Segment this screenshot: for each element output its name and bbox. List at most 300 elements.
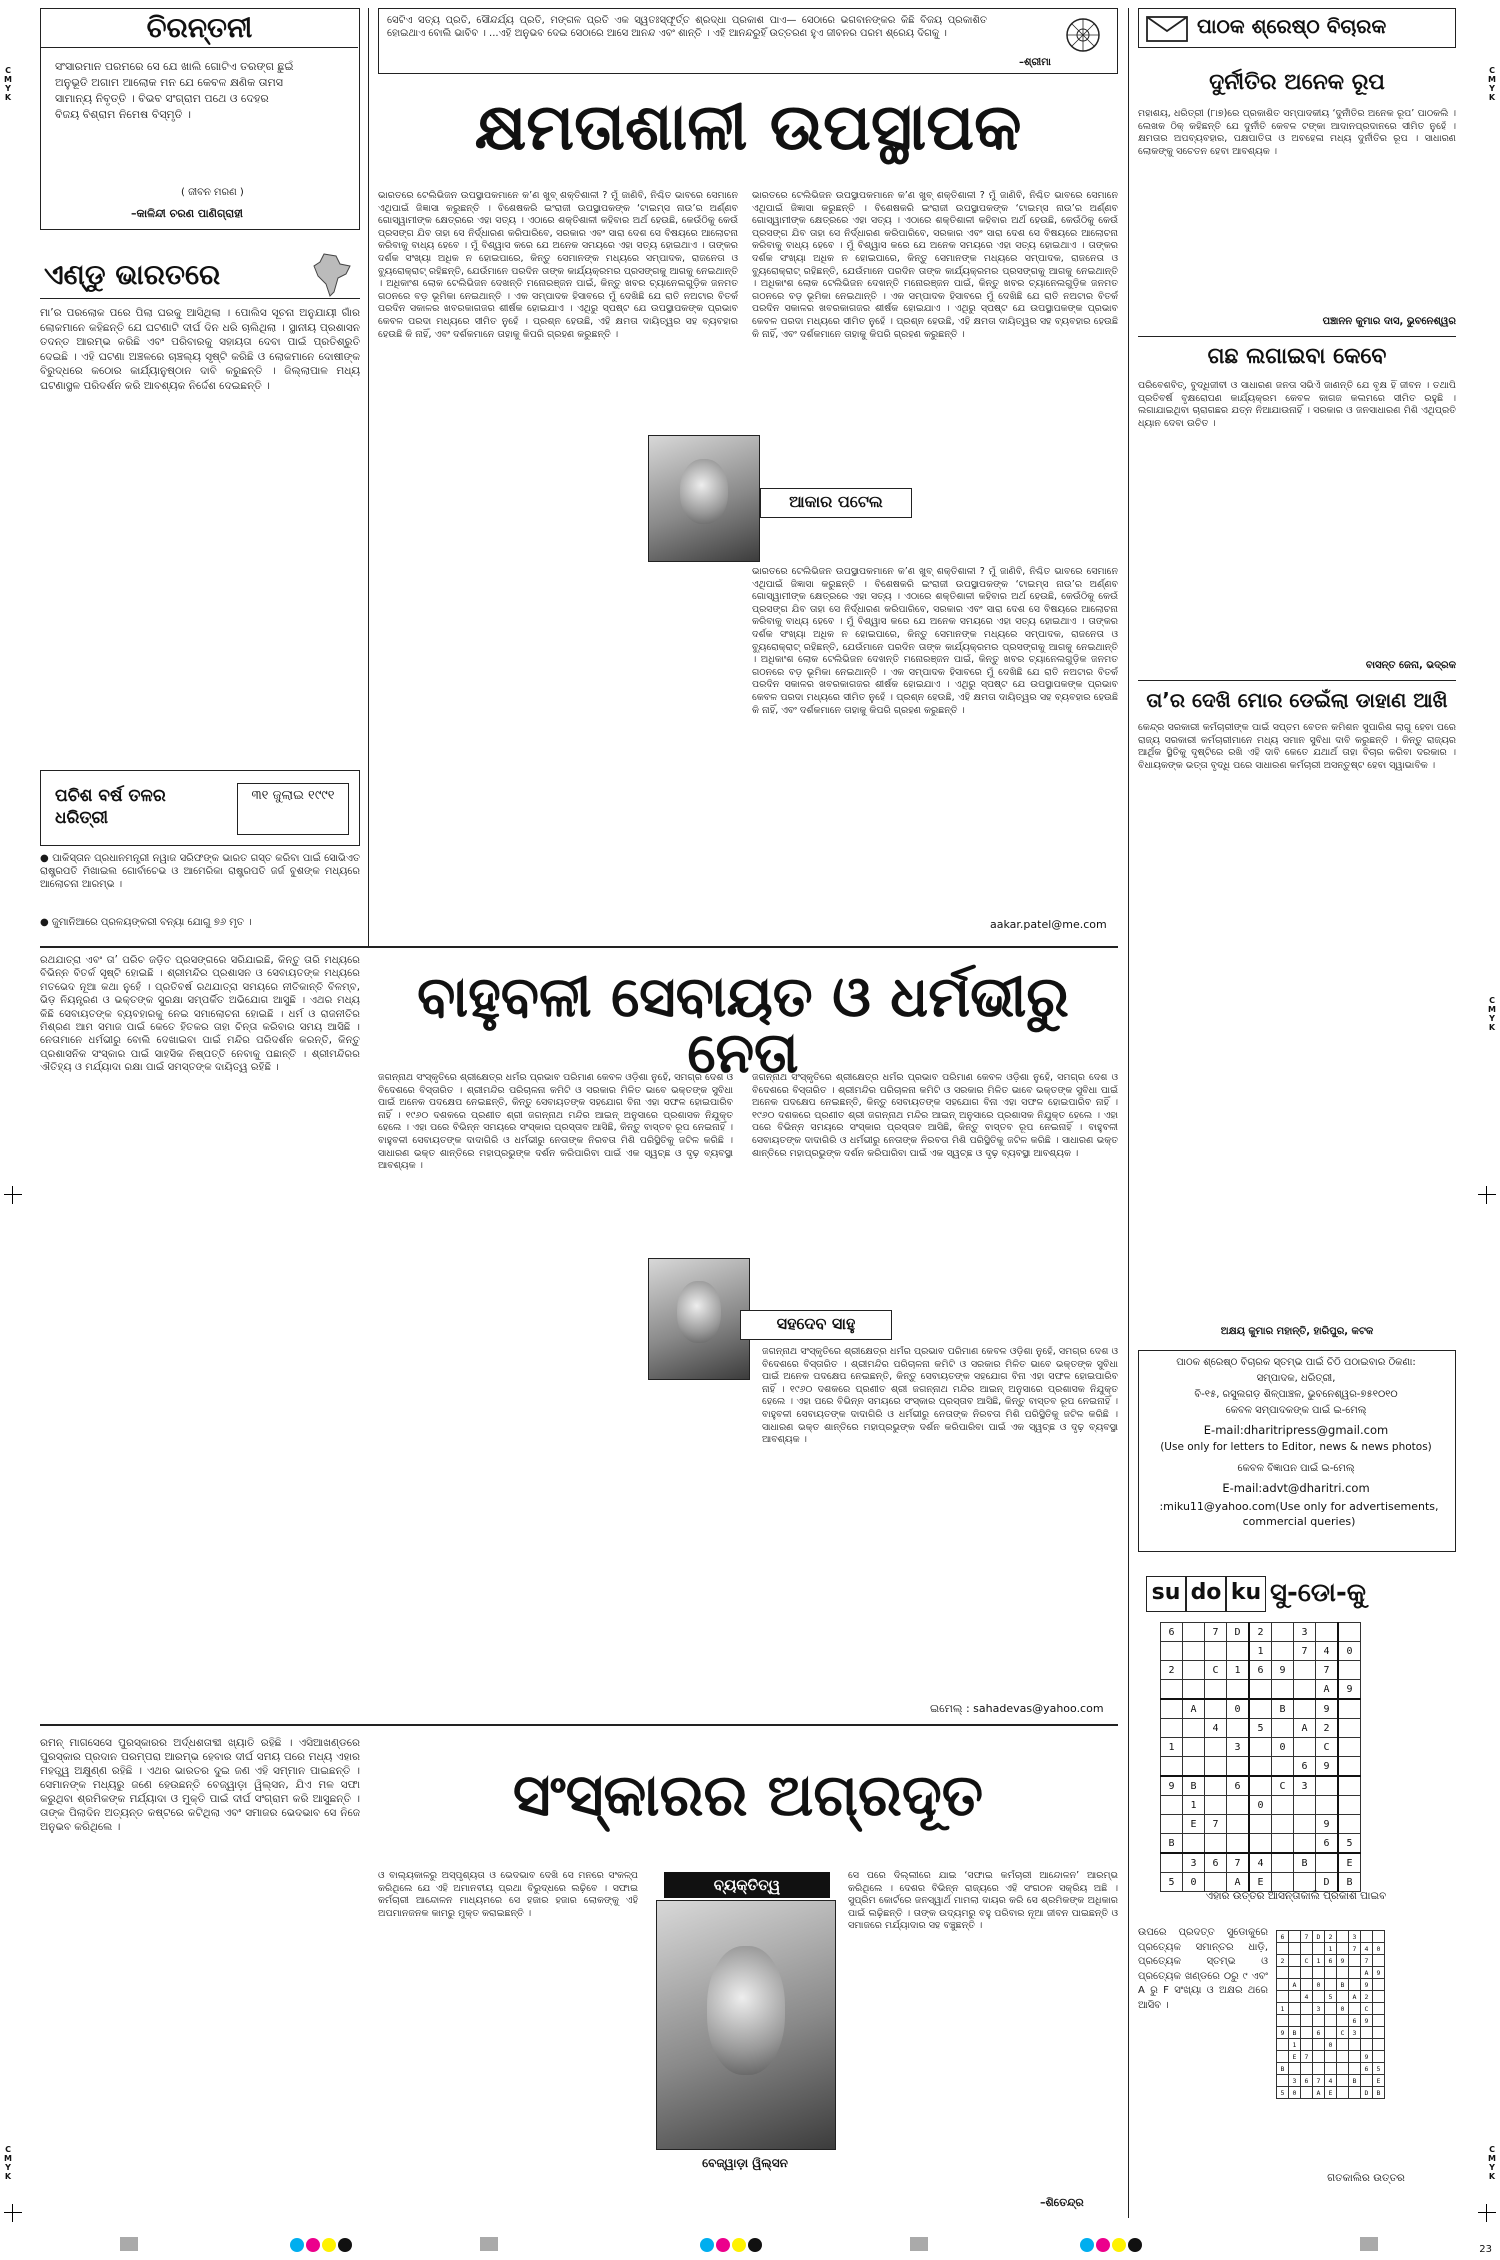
sudoku-cell: D — [1316, 1873, 1339, 1892]
sudoku-answer-cell — [1289, 2015, 1301, 2027]
sudoku-answer-cell: 9 — [1337, 1955, 1349, 1967]
sudoku-answer-cell — [1337, 1991, 1349, 2003]
sudoku-cell — [1183, 1834, 1205, 1854]
sudoku-cell — [1205, 1796, 1227, 1815]
sudoku-answer-cell — [1349, 2039, 1361, 2051]
sudoku-cell — [1183, 1757, 1205, 1777]
india-map-icon — [310, 252, 354, 298]
sudoku-answer-cell: 6 — [1361, 2063, 1373, 2075]
middle-right-body-col2: ଜଗନ୍ନାଥ ସଂସ୍କୃତିରେ ଶ୍ରୀକ୍ଷେତ୍ର ଧର୍ମର ପ୍ରଭାବ ପରିମାଣ କେବଳ ଓଡ଼ିଶା ନୁହେଁ, ସମଗ୍ର ଦେଶ ଓ ବିଦେଶରେ ବିସ୍ତାରିତ । ଶ୍ରୀମନ୍ଦିର ପରିଚାଳନା କମିଟି ଓ ସରକାର ମିଳିତ ଭାବେ ଭକ୍ତଙ୍କ ସୁବିଧା ପାଇଁ ଅନେକ ପଦକ୍ଷେପ ନେଇଛନ୍ତି, କିନ୍ତୁ ସେବାୟତଙ୍କ ସହଯୋଗ ବିନା ଏହା ସଫଳ ହୋଇପାରିବ ନାହିଁ । ୧୯୬୦ ଦଶକରେ ପ୍ରଣୀତ ଶ୍ରୀ ଜଗନ୍ନାଥ ମନ୍ଦିର ଆଇନ୍ ଅନୁସାରେ ପ୍ରଶାସକ ନିଯୁକ୍ତ ହେଲେ । ଏହା ପରେ ବିଭିନ୍ନ ସମୟରେ ସଂସ୍କାର ପ୍ରସ୍ତାବ ଆସିଛି, କିନ୍ତୁ ବାସ୍ତବ ରୂପ ନେଇନାହିଁ । ବାହୁବଳୀ ସେବାୟତଙ୍କ ଦାଦାଗିରି ଓ ଧର୍ମଭୀରୁ ନେତାଙ୍କ ନିରବତା ମିଶି ପରିସ୍ଥିତିକୁ ଜଟିଳ କରିଛି । ସାଧାରଣ ଭକ୍ତ ଶାନ୍ତିରେ ମହାପ୍ରଭୁଙ୍କ ଦର୍ଶନ କରିପାରିବା ପାଇଁ ଏକ ସ୍ୱଚ୍ଛ ଓ ଦୃଢ଼ ବ୍ୟବସ୍ଥା ଆବଶ୍ୟକ । — [752, 1072, 1118, 1159]
sudoku-rules: ଉପରେ ପ୍ରଦତ୍ତ ସୁଡୋକୁରେ ପ୍ରତ୍ୟେକ ସମାନ୍ତର ଧାଡ଼ି, ପ୍ରତ୍ୟେକ ସ୍ତମ୍ଭ ଓ ପ୍ରତ୍ୟେକ ଖଣ୍ଡରେ ୦ରୁ ୯ ଏବଂ A ରୁ F ସଂଖ୍ୟା ଓ ଅକ୍ଷର ଥରେ ଆସିବ । — [1138, 1927, 1268, 2011]
sudoku-cell: 9 — [1338, 1680, 1361, 1700]
bottom-left-body: ରମନ୍ ମାଗସେସେ ପୁରସ୍କାରର ଅର୍ଦ୍ଧଶତାବ୍ଦୀ ଖ୍ୟାତି ରହିଛି । ଏସିଆଖଣ୍ଡରେ ପୁରସ୍କାର ପ୍ରଦାନ ପରମ୍ପରା ଆରମ୍ଭ ହେବାର ଦୀର୍ଘ ସମୟ ପରେ ମଧ୍ୟ ଏହାର ମହତ୍ତ୍ୱ ଅକ୍ଷୁଣ୍ଣ ରହିଛି । ଏଥର ଭାରତର ଦୁଇ ଜଣ ଏହି ସମ୍ମାନ ପାଇଛନ୍ତି । ସେମାନଙ୍କ ମଧ୍ୟରୁ ଜଣେ ହେଉଛନ୍ତି ବେଜ୍‌ୱାଡ଼ା ୱିଲ୍‌ସନ, ଯିଏ ମଳ ସଫା କରୁଥିବା ଶ୍ରମିକଙ୍କ ମର୍ଯ୍ୟାଦା ଓ ମୁକ୍ତି ପାଇଁ ଦୀର୍ଘ ସଂଗ୍ରାମ କରି ଆସୁଛନ୍ତି । ତାଙ୍କ ପିଲାଦିନ ଅତ୍ୟନ୍ତ କଷ୍ଟରେ କଟିଥିଲା ଏବଂ ସମାଜର ଭେଦଭାବ ସେ ନିଜେ ଅନୁଭବ କରିଥିଲେ । — [40, 1737, 360, 1833]
sudoku-title-ku: ku — [1226, 1576, 1266, 1612]
sudoku-answer-cell — [1349, 1955, 1361, 1967]
sudoku-cell: E — [1183, 1815, 1205, 1834]
sudoku-answer-cell: C — [1361, 2003, 1373, 2015]
sudoku-cell: 4 — [1249, 1853, 1272, 1873]
sudoku-answer-cell — [1289, 1967, 1301, 1979]
editorial-author-caption: ଆକାର ପଟେଲ — [760, 488, 912, 518]
flashback-date: ୩୧ ଜୁଲାଇ ୧୯୯୧ — [237, 783, 349, 835]
divider — [40, 1724, 1118, 1726]
middle-author-caption: ସହଦେବ ସାହୁ — [740, 1310, 892, 1340]
sudoku-answer-cell — [1313, 2015, 1325, 2027]
bottom-headline: ସଂସ୍କାରର ଅଗ୍ରଦୂତ — [512, 1761, 984, 1829]
divider — [1128, 8, 1129, 2218]
sudoku-answer-cell — [1349, 2051, 1361, 2063]
sudoku-answer-cell: 1 — [1325, 1943, 1337, 1955]
sudoku-answer-cell — [1361, 2075, 1373, 2087]
sudoku-answer-cell — [1313, 2063, 1325, 2075]
sudoku-cell: 0 — [1227, 1699, 1250, 1719]
reader-column-title: ପାଠକ ଶ୍ରେଷ୍ଠ ବିଚାରକ — [1197, 14, 1387, 38]
sudoku-answer-cell: A — [1289, 1979, 1301, 1991]
sudoku-cell: 4 — [1316, 1642, 1339, 1661]
chirantani-poem: ସଂସାରମାନ ପରମରେ ସେ ଯେ ଖାଲି ଗୋଟିଏ ତରଙ୍ଗ ଛୁଇଁ ଅନୁଭୂତି ଅଗାମ ଆଲୋକ ମନ ଯେ କେବଳ କ୍ଷଣିକ ତାମସ ସାମାନ୍ୟ ନିବୃତ୍ତି । ବିଭବ ସଂଗ୍ରାମ ପଥେ ଓ ଦେହର ବିଜୟ ବିଶ୍ରାମ ନିମେଷ ବିସ୍ମୃତି । — [55, 60, 294, 121]
sudoku-answer-cell: A — [1361, 1967, 1373, 1979]
chirantani-box — [40, 8, 360, 230]
sudoku-cell — [1161, 1815, 1183, 1834]
sudoku-cell — [1272, 1757, 1294, 1777]
sudoku-answer-cell — [1301, 2003, 1313, 2015]
sudoku-answer-cell — [1289, 2003, 1301, 2015]
sudoku-answer-cell — [1373, 1991, 1385, 2003]
letter-3-headline: ତା’ର ଦେଖି ମୋର ଡେଇଁଲା ଡାହାଣ ଆଖି — [1146, 688, 1448, 712]
sudoku-answer-cell — [1277, 2039, 1289, 2051]
sudoku-answer-note: ଏହାର ଉତ୍ତର ଆସନ୍ତାକାଲି ପ୍ରକାଶ ପାଇବ — [1205, 1890, 1387, 1902]
sudoku-answer-cell — [1337, 1931, 1349, 1943]
sudoku-cell: 7 — [1205, 1815, 1227, 1834]
sudoku-answer-cell: 9 — [1361, 2051, 1373, 2063]
flashback-item-2: ● ଜୁମାନିଆରେ ପ୍ରଳୟଙ୍କରୀ ବନ୍ୟା ଯୋଗୁ ୭୬ ମୃତ । — [40, 917, 252, 928]
sudoku-answer-cell — [1349, 2087, 1361, 2099]
crop-mark — [1478, 2204, 1496, 2222]
sudoku-answer-cell: D — [1361, 2087, 1373, 2099]
sudoku-answer-cell — [1325, 2003, 1337, 2015]
sudoku-cell — [1227, 1680, 1250, 1700]
sudoku-cell — [1316, 1853, 1339, 1873]
bottom-right-body: ସେ ପରେ ଦିଲ୍ଲୀରେ ଯାଇ ‘ସଫାଇ କର୍ମଚାରୀ ଆନ୍ଦୋଳନ’ ଆରମ୍ଭ କରିଥିଲେ । ଦେଶର ବିଭିନ୍ନ ରାଜ୍ୟରେ ଏହି ସଂଗଠନ ସକ୍ରିୟ ଅଛି । ସୁପ୍ରିମ କୋର୍ଟରେ ଜନସ୍ୱାର୍ଥ ମାମଲା ଦାୟର କରି ସେ ଶ୍ରମିକଙ୍କ ଅଧିକାର ପାଇଁ ଲଢ଼ିଛନ୍ତି । ତାଙ୍କ ଉଦ୍ୟମରୁ ବହୁ ପରିବାର ନୂଆ ଜୀବନ ପାଇଛନ୍ତି ଓ ସମାଜରେ ମର୍ଯ୍ୟାଦାର ସହ ବଞ୍ଚୁଛନ୍ତି । — [848, 1870, 1118, 1932]
sudoku-cell — [1249, 1815, 1272, 1834]
sudoku-cell: 7 — [1205, 1623, 1227, 1642]
sudoku-answer-cell — [1289, 1931, 1301, 1943]
sudoku-cell — [1338, 1796, 1361, 1815]
sudoku-answer-cell: 9 — [1361, 2015, 1373, 2027]
sudoku-cell — [1183, 1661, 1205, 1680]
sudoku-cell: 2 — [1161, 1661, 1183, 1680]
sudoku-answer-cell — [1325, 2051, 1337, 2063]
sudoku-grid — [1160, 1622, 1361, 1892]
sudoku-cell — [1227, 1834, 1250, 1854]
sudoku-answer-cell: 0 — [1313, 1979, 1325, 1991]
sudoku-answer-cell — [1313, 2051, 1325, 2063]
chirantani-author: –କାଳିନ୍ଦୀ ଚରଣ ପାଣିଗ୍ରାହୀ — [131, 207, 243, 220]
sudoku-cell — [1294, 1738, 1316, 1757]
sudoku-cell — [1183, 1738, 1205, 1757]
sudoku-title-do: do — [1186, 1576, 1226, 1612]
sudoku-answer-cell: 2 — [1325, 1931, 1337, 1943]
sudoku-cell — [1272, 1719, 1294, 1738]
sudoku-title-su: su — [1146, 1576, 1186, 1612]
sudoku-cell — [1294, 1699, 1316, 1719]
sudoku-cell: 9 — [1316, 1815, 1339, 1834]
quote-box — [378, 8, 1118, 74]
sudoku-answer-cell — [1277, 2015, 1289, 2027]
sudoku-cell — [1294, 1815, 1316, 1834]
flashback-item-1: ● ପାକିସ୍ତାନ ପ୍ରଧାନମନ୍ତ୍ରୀ ନୱାଜ ସରିଫଙ୍କ ଭାରତ ଗସ୍ତ କରିବା ପାଇଁ ସୋଭିଏତ ରାଷ୍ଟ୍ରପତି ମିଖାଇଲ ଗୋର୍ବାଚେଭ ଓ ଆମେରିକା ରାଷ୍ଟ୍ରପତି ଜର୍ଜ ବୁଶଙ୍କ ମଧ୍ୟରେ ଆଲୋଚନା ଆରମ୍ଭ । — [40, 853, 360, 890]
adv-label: କେବଳ ବିଜ୍ଞାପନ ପାଇଁ ଇ-ମେଲ୍ — [1237, 1463, 1355, 1474]
sudoku-answer-cell — [1325, 2027, 1337, 2039]
personality-caption: ବେଜ୍‌ୱାଡ଼ା ୱିଲ୍‌ସନ — [702, 2156, 788, 2170]
sudoku-answer-cell: A — [1349, 1991, 1361, 2003]
sudoku-answer-cell: 6 — [1349, 2015, 1361, 2027]
sudoku-cell — [1294, 1796, 1316, 1815]
crop-mark — [1478, 1186, 1496, 1204]
sudoku-cell — [1249, 1738, 1272, 1757]
sudoku-cell: 6 — [1227, 1776, 1250, 1796]
sudoku-answer-cell — [1373, 1931, 1385, 1943]
envelope-icon — [1145, 13, 1189, 43]
sudoku-answer-cell — [1301, 2039, 1313, 2051]
sudoku-cell — [1205, 1776, 1227, 1796]
sudoku-answer-cell: B — [1349, 2075, 1361, 2087]
sudoku-answer-cell — [1277, 2051, 1289, 2063]
letter-1-body: ମହାଶୟ, ଧରିତ୍ରୀ (୮ା୭)ରେ ପ୍ରକାଶିତ ସମ୍ପାଦକୀୟ ‘ଦୁର୍ନୀତିର ଅନେକ ରୂପ’ ପାଠକଲି । ଲେଖକ ଠିକ୍ କହିଛନ୍ତି ଯେ ଦୁର୍ନୀତି କେବଳ ଟଙ୍କା ଆଦାନପ୍ରଦାନରେ ସୀମିତ ନୁହେଁ । କ୍ଷମତାର ଅପବ୍ୟବହାର, ପକ୍ଷପାତିତା ଓ ଅବହେଳା ମଧ୍ୟ ଦୁର୍ନୀତିର ରୂପ । ସାଧାରଣ ଲୋକଙ୍କୁ ସଚେତନ ହେବା ଆବଶ୍ୟକ । — [1138, 108, 1456, 157]
sudoku-cell — [1205, 1642, 1227, 1661]
sudoku-answer-cell: D — [1313, 1931, 1325, 1943]
sudoku-answer-cell — [1301, 1967, 1313, 1979]
flashback-box — [40, 770, 360, 846]
sudoku-cell — [1272, 1796, 1294, 1815]
sudoku-cell — [1227, 1719, 1250, 1738]
letter-1-signature: ପଞ୍ଚାନନ କୁମାର ଦାସ, ଭୁବନେଶ୍ୱର — [1322, 316, 1456, 327]
sudoku-answer-cell — [1373, 2051, 1385, 2063]
bottom-mid-body: ଓ ବାଲ୍ୟକାଳରୁ ଅସ୍ପୃଶ୍ୟତା ଓ ଭେଦଭାବ ଦେଖି ସେ ମନରେ ସଂକଳ୍ପ କରିଥିଲେ ଯେ ଏହି ଅମାନବୀୟ ପ୍ରଥା ବିରୁଦ୍ଧରେ ଲଢ଼ିବେ । ସଫାଇ କର୍ମଚାରୀ ଆନ୍ଦୋଳନ ମାଧ୍ୟମରେ ସେ ହଜାର ହଜାର ଲୋକଙ୍କୁ ଏହି ଅପମାନଜନକ କାମରୁ ମୁକ୍ତ କରାଇଛନ୍ତି । — [378, 1870, 638, 1919]
bharat-section-title: ଏଣ୍ଡୁ ଭାରତରେ — [44, 258, 221, 291]
contact-line-4: କେବଳ ସମ୍ପାଦକଙ୍କ ପାଇଁ ଇ-ମେଲ୍ — [1225, 1405, 1367, 1416]
sudoku-answer-cell — [1373, 2015, 1385, 2027]
sudoku-cell: 6 — [1249, 1661, 1272, 1680]
sudoku-cell — [1294, 1680, 1316, 1700]
sudoku-answer-cell: 7 — [1313, 2075, 1325, 2087]
sudoku-answer-cell: C — [1337, 2027, 1349, 2039]
sudoku-cell — [1205, 1873, 1227, 1892]
sudoku-cell — [1161, 1853, 1183, 1873]
sudoku-answer-cell — [1301, 2063, 1313, 2075]
sudoku-answer-cell: 0 — [1337, 2003, 1349, 2015]
sudoku-cell: A — [1316, 1680, 1339, 1700]
sudoku-cell: D — [1227, 1623, 1250, 1642]
crop-mark — [4, 2204, 22, 2222]
sudoku-answer-cell — [1289, 1955, 1301, 1967]
sudoku-cell: 7 — [1227, 1853, 1250, 1873]
sudoku-cell — [1316, 1776, 1339, 1796]
cmyk-registration-top-right: C M Y K — [1488, 66, 1496, 102]
sudoku-cell — [1338, 1661, 1361, 1680]
sudoku-answer-grid — [1276, 1930, 1385, 2099]
sudoku-answer-cell — [1277, 1979, 1289, 1991]
sudoku-answer-cell — [1301, 2087, 1313, 2099]
contact-line-1: ପାଠକ ଶ୍ରେଷ୍ଠ ବିଚାରକ ସ୍ତମ୍ଭ ପାଇଁ ଚିଠି ପଠାଇବାର ଠିକଣା: — [1176, 1357, 1416, 1368]
sudoku-answer-cell — [1301, 2027, 1313, 2039]
sudoku-answer-cell: 1 — [1313, 1955, 1325, 1967]
sudoku-cell: 5 — [1161, 1873, 1183, 1892]
divider — [1138, 336, 1456, 337]
divider — [368, 8, 369, 946]
sudoku-cell — [1205, 1834, 1227, 1854]
sudoku-answer-cell: A — [1313, 2087, 1325, 2099]
letter-3-body: କେନ୍ଦ୍ର ସରକାରୀ କର୍ମଚାରୀଙ୍କ ପାଇଁ ସପ୍ତମ ବେତନ କମିଶନ ସୁପାରିଶ ଲାଗୁ ହେବା ପରେ ରାଜ୍ୟ ସରକାରୀ କର୍ମଚାରୀମାନେ ମଧ୍ୟ ସମାନ ସୁବିଧା ଦାବି କରୁଛନ୍ତି । କିନ୍ତୁ ରାଜ୍ୟର ଆର୍ଥିକ ସ୍ଥିତିକୁ ଦୃଷ୍ଟିରେ ରଖି ଏହି ଦାବି କେତେ ଯଥାର୍ଥ ତାହା ବିଚାର କରିବା ଦରକାର । ବିଧାୟକଙ୍କ ଭତ୍ତା ବୃଦ୍ଧି ପରେ ସାଧାରଣ କର୍ମଚାରୀ ଅସନ୍ତୁଷ୍ଟ ହେବା ସ୍ୱାଭାବିକ । — [1138, 722, 1456, 771]
sudoku-cell: 5 — [1249, 1719, 1272, 1738]
editor-email-note: (Use only for letters to Editor, news & news photos) — [1160, 1441, 1432, 1453]
sudoku-answer-cell — [1373, 1955, 1385, 1967]
sudoku-answer-cell — [1337, 2039, 1349, 2051]
sudoku-cell: E — [1338, 1853, 1361, 1873]
sudoku-answer-cell: 5 — [1373, 2063, 1385, 2075]
sudoku-answer-cell: E — [1289, 2051, 1301, 2063]
sudoku-cell: 5 — [1338, 1834, 1361, 1854]
sudoku-cell: B — [1272, 1699, 1294, 1719]
sudoku-cell: C — [1316, 1738, 1339, 1757]
sudoku-cell — [1272, 1834, 1294, 1854]
sudoku-answer-cell — [1301, 1979, 1313, 1991]
chirantani-source: ( ଜୀବନ ମରଣ ) — [181, 187, 244, 198]
sudoku-cell: 3 — [1227, 1738, 1250, 1757]
editor-email-link[interactable]: E-mail:dharitripress@gmail.com — [1203, 1423, 1389, 1437]
sudoku-cell: 3 — [1294, 1623, 1316, 1642]
sudoku-cell — [1249, 1757, 1272, 1777]
sudoku-answer-cell: B — [1289, 2027, 1301, 2039]
sudoku-answer-cell: 6 — [1313, 2027, 1325, 2039]
sudoku-answer-cell — [1289, 2063, 1301, 2075]
sudoku-answer-cell — [1337, 1943, 1349, 1955]
sudoku-cell: 1 — [1161, 1738, 1183, 1757]
sudoku-cell — [1161, 1719, 1183, 1738]
color-bar — [120, 2237, 1420, 2253]
sudoku-answer-cell — [1325, 2015, 1337, 2027]
middle-email: ଇମେଲ୍ : sahadevas@yahoo.com — [930, 1702, 1104, 1715]
sudoku-cell — [1249, 1776, 1272, 1796]
sudoku-answer-cell: 2 — [1361, 1991, 1373, 2003]
sudoku-answer-cell: 9 — [1373, 1967, 1385, 1979]
sudoku-cell: 7 — [1294, 1642, 1316, 1661]
sudoku-cell — [1338, 1738, 1361, 1757]
sudoku-cell: B — [1294, 1853, 1316, 1873]
middle-right-body-col1: ଜଗନ୍ନାଥ ସଂସ୍କୃତିରେ ଶ୍ରୀକ୍ଷେତ୍ର ଧର୍ମର ପ୍ରଭାବ ପରିମାଣ କେବଳ ଓଡ଼ିଶା ନୁହେଁ, ସମଗ୍ର ଦେଶ ଓ ବିଦେଶରେ ବିସ୍ତାରିତ । ଶ୍ରୀମନ୍ଦିର ପରିଚାଳନା କମିଟି ଓ ସରକାର ମିଳିତ ଭାବେ ଭକ୍ତଙ୍କ ସୁବିଧା ପାଇଁ ଅନେକ ପଦକ୍ଷେପ ନେଇଛନ୍ତି, କିନ୍ତୁ ସେବାୟତଙ୍କ ସହଯୋଗ ବିନା ଏହା ସଫଳ ହୋଇପାରିବ ନାହିଁ । ୧୯୬୦ ଦଶକରେ ପ୍ରଣୀତ ଶ୍ରୀ ଜଗନ୍ନାଥ ମନ୍ଦିର ଆଇନ୍ ଅନୁସାରେ ପ୍ରଶାସକ ନିଯୁକ୍ତ ହେଲେ । ଏହା ପରେ ବିଭିନ୍ନ ସମୟରେ ସଂସ୍କାର ପ୍ରସ୍ତାବ ଆସିଛି, କିନ୍ତୁ ବାସ୍ତବ ରୂପ ନେଇନାହିଁ । ବାହୁବଳୀ ସେବାୟତଙ୍କ ଦାଦାଗିରି ଓ ଧର୍ମଭୀରୁ ନେତାଙ୍କ ନିରବତା ମିଶି ପରିସ୍ଥିତିକୁ ଜଟିଳ କରିଛି । ସାଧାରଣ ଭକ୍ତ ଶାନ୍ତିରେ ମହାପ୍ରଭୁଙ୍କ ଦର୍ଶନ କରିପାରିବା ପାଇଁ ଏକ ସ୍ୱଚ୍ଛ ଓ ଦୃଢ଼ ବ୍ୟବସ୍ଥା ଆବଶ୍ୟକ । — [378, 1072, 733, 1172]
sudoku-cell — [1272, 1680, 1294, 1700]
sudoku-cell: A — [1294, 1719, 1316, 1738]
sudoku-answer-cell: 3 — [1349, 1931, 1361, 1943]
sudoku-cell — [1338, 1699, 1361, 1719]
crop-mark — [4, 1186, 22, 1204]
sudoku-answer-cell — [1325, 1967, 1337, 1979]
bharat-section-body: ମା’ର ପରଲୋକ ପରେ ପିଲା ଘରକୁ ଆସିଥିଲା । ପୋଲିସ ସୂଚନା ଅନୁଯାୟୀ ଗାଁର ଲୋକମାନେ କହିଛନ୍ତି ଯେ ଘଟଣାଟି ଦୀର୍ଘ ଦିନ ଧରି ଚାଲିଥିଲା । ସ୍ଥାନୀୟ ପ୍ରଶାସନ ତଦନ୍ତ ଆରମ୍ଭ କରିଛି ଏବଂ ପରିବାରକୁ ସହାୟତା ଦେବା ପାଇଁ ପ୍ରତିଶ୍ରୁତି ଦେଇଛି । ଏହି ଘଟଣା ଅଞ୍ଚଳରେ ଚାଞ୍ଚଲ୍ୟ ସୃଷ୍ଟି କରିଛି ଓ ଲୋକମାନେ ଦୋଷୀଙ୍କ ବିରୁଦ୍ଧରେ କଠୋର କାର୍ଯ୍ୟାନୁଷ୍ଠାନ ଦାବି କରୁଛନ୍ତି । ଜିଲ୍ଲାପାଳ ମଧ୍ୟ ଘଟଣାସ୍ଥଳ ପରିଦର୍ଶନ କରି ଆବଶ୍ୟକ ନିର୍ଦ୍ଦେଶ ଦେଇଛନ୍ତି । — [40, 307, 360, 392]
sudoku-answer-cell: 4 — [1301, 1991, 1313, 2003]
sudoku-cell — [1294, 1873, 1316, 1892]
sudoku-answer-cell: 7 — [1349, 1943, 1361, 1955]
sudoku-cell: 1 — [1227, 1661, 1250, 1680]
sudoku-cell — [1294, 1661, 1316, 1680]
sudoku-answer-cell: 0 — [1373, 1943, 1385, 1955]
sudoku-answer-cell: 6 — [1301, 2075, 1313, 2087]
letter-1-headline: ଦୁର୍ନୀତିର ଅନେକ ରୂପ — [1209, 70, 1385, 95]
sudoku-answer-cell: 7 — [1301, 1931, 1313, 1943]
sudoku-cell: 6 — [1205, 1853, 1227, 1873]
sudoku-cell — [1249, 1699, 1272, 1719]
sudoku-answer-cell: 9 — [1361, 1979, 1373, 1991]
sudoku-cell — [1183, 1680, 1205, 1700]
sudoku-answer-cell: 9 — [1277, 2027, 1289, 2039]
bottom-author: –ଶିତେନ୍ଦ୍ର — [1040, 2196, 1084, 2209]
sudoku-answer-cell: 1 — [1289, 2039, 1301, 2051]
sudoku-cell — [1161, 1642, 1183, 1661]
sudoku-answer-cell: B — [1373, 2087, 1385, 2099]
sudoku-cell: 4 — [1205, 1719, 1227, 1738]
sudoku-answer-cell — [1289, 1991, 1301, 2003]
sudoku-cell — [1183, 1719, 1205, 1738]
cmyk-registration-bottom-right: C M Y K — [1488, 2145, 1496, 2181]
sudoku-cell — [1183, 1642, 1205, 1661]
sudoku-cell — [1294, 1834, 1316, 1854]
sudoku-cell: C — [1272, 1776, 1294, 1796]
sudoku-answer-cell — [1373, 1979, 1385, 1991]
sudoku-answer-cell — [1349, 1979, 1361, 1991]
cmyk-registration-bottom-left: C M Y K — [4, 2145, 12, 2181]
sudoku-cell: E — [1249, 1873, 1272, 1892]
sudoku-answer-cell — [1349, 2003, 1361, 2015]
sudoku-cell — [1249, 1834, 1272, 1854]
sudoku-answer-cell — [1313, 1943, 1325, 1955]
sudoku-cell: 9 — [1161, 1776, 1183, 1796]
sudoku-answer-cell: E — [1373, 2075, 1385, 2087]
sudoku-cell — [1227, 1642, 1250, 1661]
sudoku-cell — [1205, 1757, 1227, 1777]
sudoku-title-bar — [1146, 1576, 1446, 1612]
sudoku-cell: B — [1338, 1873, 1361, 1892]
sudoku-cell — [1338, 1719, 1361, 1738]
sudoku-cell: 6 — [1316, 1834, 1339, 1854]
contact-box — [1138, 1350, 1456, 1552]
letter-2-body: ପରିବେଶବିତ୍, ବୁଦ୍ଧିଜୀବୀ ଓ ସାଧାରଣ ଜନତା ସଭିଏଁ ଜାଣନ୍ତି ଯେ ବୃକ୍ଷ ହିଁ ଜୀବନ । ତଥାପି ପ୍ରତିବର୍ଷ ବୃକ୍ଷରୋପଣ କାର୍ଯ୍ୟକ୍ରମ କେବଳ କାଗଜ କଲମରେ ସୀମିତ ରହୁଛି । ଲଗାଯାଇଥିବା ଚାରାଗଛର ଯତ୍ନ ନିଆଯାଉନାହିଁ । ସରକାର ଓ ଜନସାଧାରଣ ମିଶି ଏଥିପ୍ରତି ଧ୍ୟାନ ଦେବା ଉଚିତ । — [1138, 380, 1456, 429]
contact-line-3: ବି-୧୫, ରସୁଲଗଡ଼ ଶିଳ୍ପାଞ୍ଚଳ, ଭୁବନେଶ୍ୱର-୭୫୧୦୧୦ — [1194, 1389, 1398, 1400]
sudoku-answer-cell — [1337, 2015, 1349, 2027]
sudoku-answer-label: ଗତକାଲିର ଉତ୍ତର — [1327, 2172, 1405, 2184]
sudoku-cell: A — [1183, 1699, 1205, 1719]
adv-email-link[interactable]: E-mail:advt@dharitri.com — [1222, 1481, 1370, 1495]
sudoku-cell — [1205, 1680, 1227, 1700]
sudoku-cell — [1249, 1680, 1272, 1700]
editorial-headline: କ୍ଷମତାଶାଳୀ ଉପସ୍ଥାପକ — [474, 91, 1022, 165]
sudoku-answer-cell: 4 — [1361, 1943, 1373, 1955]
sudoku-answer-cell — [1337, 1967, 1349, 1979]
flashback-label: ପଚିଶ ବର୍ଷ ତଳର ଧରିତ୍ରୀ — [55, 786, 166, 828]
personality-photo — [656, 1900, 836, 2150]
sudoku-answer-cell — [1337, 2075, 1349, 2087]
sudoku-answer-cell — [1373, 2039, 1385, 2051]
sudoku-answer-cell: 3 — [1289, 2075, 1301, 2087]
sudoku-cell: 0 — [1183, 1873, 1205, 1892]
contact-line-2: ସମ୍ପାଦକ, ଧରିତ୍ରୀ, — [1256, 1373, 1336, 1384]
sudoku-answer-cell — [1361, 2027, 1373, 2039]
sudoku-cell: B — [1183, 1776, 1205, 1796]
sudoku-answer-cell: B — [1277, 2063, 1289, 2075]
page-number: 23 — [1479, 2244, 1492, 2255]
middle-headline: ବାହୁବଳୀ ସେବାୟତ ଓ ଧର୍ମଭୀରୁ ନେତା — [417, 965, 1069, 1086]
sudoku-answer-cell — [1313, 1967, 1325, 1979]
divider — [40, 946, 1118, 948]
sudoku-cell: 1 — [1249, 1642, 1272, 1661]
sudoku-title-odia: ସୁ-ଡୋ-କୁ — [1270, 1578, 1366, 1608]
editorial-body-col2: ଭାରତରେ ଟେଲିଭିଜନ ଉପସ୍ଥାପକମାନେ କ’ଣ ଖୁବ୍ ଶକ୍ତିଶାଳୀ ? ମୁଁ ଜାଣିବି, ନିଶ୍ଚିତ ଭାବରେ ସେମାନେ ଏଥିପାଇଁ ଜିଜ୍ଞାସା କରୁଛନ୍ତି । ବିଶେଷକରି ଇଂରାଜୀ ଉପସ୍ଥାପକଙ୍କ ‘ଟାଇମ୍ସ ନାଉ’ର ଅର୍ଣ୍ଣବ ଗୋସ୍ୱାମୀଙ୍କ କ୍ଷେତ୍ରରେ ଏହା ସତ୍ୟ । ଏଠାରେ ଶକ୍ତିଶାଳୀ କହିବାର ଅର୍ଥ ହେଉଛି, କେଉଁଠିକୁ କେଉଁ ପ୍ରସଙ୍ଗ ଯିବ ତାହା ସେ ନିର୍ଦ୍ଧାରଣ କରିପାରିବେ, ସରକାର ଏବଂ ସାରା ଦେଶ ସେ ବିଷୟରେ ଆଲୋଚନା କରିବାକୁ ବାଧ୍ୟ ହେବେ । ମୁଁ ବିଶ୍ୱାସ କରେ ଯେ ଅନେକ ସମୟରେ ଏହା ସତ୍ୟ ହୋଇଥାଏ । ତାଙ୍କର ଦର୍ଶକ ସଂଖ୍ୟା ଅଧିକ ନ ହୋଇପାରେ, କିନ୍ତୁ ସେମାନଙ୍କ ମଧ୍ୟରେ ସମ୍ପାଦକ, ରାଜନେତା ଓ ବ୍ୟୁରୋକ୍ରାଟ୍ ରହିଛନ୍ତି, ଯେଉଁମାନେ ପରଦିନ ତାଙ୍କ କାର୍ଯ୍ୟକ୍ରମର ପ୍ରସଙ୍ଗକୁ ଆଗକୁ ନେଇଥାନ୍ତି । ଅଧିକାଂଶ ଲୋକ ଟେଲିଭିଜନ ଦେଖନ୍ତି ମନୋରଞ୍ଜନ ପାଇଁ, କିନ୍ତୁ ଖବର ଚ୍ୟାନେଲଗୁଡ଼ିକ ଜନମତ ଗଠନରେ ବଡ଼ ଭୂମିକା ନେଇଥାନ୍ତି । ଏକ ସମ୍ପାଦକ ହିସାବରେ ମୁଁ ଦେଖିଛି ଯେ ରାତି ନଅଟାର ବିତର୍କ ପରଦିନ ସକାଳର ଖବରକାଗଜର ଶୀର୍ଷକ ହୋଇଯାଏ । ଏଥିରୁ ସ୍ପଷ୍ଟ ଯେ ଉପସ୍ଥାପକଙ୍କ ପ୍ରଭାବ କେବଳ ପରଦା ମଧ୍ୟରେ ସୀମିତ ନୁହେଁ । ପ୍ରଶ୍ନ ହେଉଛି, ଏହି କ୍ଷମତା ଦାୟିତ୍ୱର ସହ ବ୍ୟବହାର ହେଉଛି କି ନାହିଁ, ଏବଂ ଦର୍ଶକମାନେ ତାହାକୁ କିପରି ଗ୍ରହଣ କରୁଛନ୍ତି । — [752, 190, 1118, 340]
letter-2-headline: ଗଛ ଲଗାଇବା କେବେ — [1207, 344, 1387, 369]
sudoku-cell: 3 — [1183, 1853, 1205, 1873]
bharat-section-header — [40, 252, 360, 299]
sudoku-cell: 9 — [1272, 1661, 1294, 1680]
sudoku-cell — [1161, 1680, 1183, 1700]
editorial-body-col2b: ଭାରତରେ ଟେଲିଭିଜନ ଉପସ୍ଥାପକମାନେ କ’ଣ ଖୁବ୍ ଶକ୍ତିଶାଳୀ ? ମୁଁ ଜାଣିବି, ନିଶ୍ଚିତ ଭାବରେ ସେମାନେ ଏଥିପାଇଁ ଜିଜ୍ଞାସା କରୁଛନ୍ତି । ବିଶେଷକରି ଇଂରାଜୀ ଉପସ୍ଥାପକଙ୍କ ‘ଟାଇମ୍ସ ନାଉ’ର ଅର୍ଣ୍ଣବ ଗୋସ୍ୱାମୀଙ୍କ କ୍ଷେତ୍ରରେ ଏହା ସତ୍ୟ । ଏଠାରେ ଶକ୍ତିଶାଳୀ କହିବାର ଅର୍ଥ ହେଉଛି, କେଉଁଠିକୁ କେଉଁ ପ୍ରସଙ୍ଗ ଯିବ ତାହା ସେ ନିର୍ଦ୍ଧାରଣ କରିପାରିବେ, ସରକାର ଏବଂ ସାରା ଦେଶ ସେ ବିଷୟରେ ଆଲୋଚନା କରିବାକୁ ବାଧ୍ୟ ହେବେ । ମୁଁ ବିଶ୍ୱାସ କରେ ଯେ ଅନେକ ସମୟରେ ଏହା ସତ୍ୟ ହୋଇଥାଏ । ତାଙ୍କର ଦର୍ଶକ ସଂଖ୍ୟା ଅଧିକ ନ ହୋଇପାରେ, କିନ୍ତୁ ସେମାନଙ୍କ ମଧ୍ୟରେ ସମ୍ପାଦକ, ରାଜନେତା ଓ ବ୍ୟୁରୋକ୍ରାଟ୍ ରହିଛନ୍ତି, ଯେଉଁମାନେ ପରଦିନ ତାଙ୍କ କାର୍ଯ୍ୟକ୍ରମର ପ୍ରସଙ୍ଗକୁ ଆଗକୁ ନେଇଥାନ୍ତି । ଅଧିକାଂଶ ଲୋକ ଟେଲିଭିଜନ ଦେଖନ୍ତି ମନୋରଞ୍ଜନ ପାଇଁ, କିନ୍ତୁ ଖବର ଚ୍ୟାନେଲଗୁଡ଼ିକ ଜନମତ ଗଠନରେ ବଡ଼ ଭୂମିକା ନେଇଥାନ୍ତି । ଏକ ସମ୍ପାଦକ ହିସାବରେ ମୁଁ ଦେଖିଛି ଯେ ରାତି ନଅଟାର ବିତର୍କ ପରଦିନ ସକାଳର ଖବରକାଗଜର ଶୀର୍ଷକ ହୋଇଯାଏ । ଏଥିରୁ ସ୍ପଷ୍ଟ ଯେ ଉପସ୍ଥାପକଙ୍କ ପ୍ରଭାବ କେବଳ ପରଦା ମଧ୍ୟରେ ସୀମିତ ନୁହେଁ । ପ୍ରଶ୍ନ ହେଉଛି, ଏହି କ୍ଷମତା ଦାୟିତ୍ୱର ସହ ବ୍ୟବହାର ହେଉଛି କି ନାହିଁ, ଏବଂ ଦର୍ଶକମାନେ ତାହାକୁ କିପରି ଗ୍ରହଣ କରୁଛନ୍ତି । — [752, 566, 1118, 716]
adv-email-2-link[interactable]: :miku11@yahoo.com(Use only for advertisements, commercial queries) — [1159, 1500, 1439, 1528]
sudoku-cell — [1316, 1623, 1339, 1642]
reader-column-title-box — [1138, 8, 1456, 48]
sudoku-cell: 6 — [1161, 1623, 1183, 1642]
sudoku-cell: B — [1161, 1834, 1183, 1854]
sudoku-cell: 9 — [1316, 1699, 1339, 1719]
sudoku-answer-cell — [1373, 2027, 1385, 2039]
sudoku-answer-cell — [1337, 2051, 1349, 2063]
sudoku-cell — [1227, 1815, 1250, 1834]
quote-author: –ଶ୍ରୀମା — [1019, 57, 1051, 68]
sudoku-cell: 2 — [1249, 1623, 1272, 1642]
sudoku-cell: 1 — [1183, 1796, 1205, 1815]
sudoku-cell — [1272, 1815, 1294, 1834]
cmyk-registration-mid-right: C M Y K — [1488, 996, 1496, 1032]
sudoku-answer-cell: 7 — [1301, 2051, 1313, 2063]
sudoku-answer-cell — [1277, 1967, 1289, 1979]
sudoku-cell — [1338, 1776, 1361, 1796]
editorial-body-col1: ଭାରତରେ ଟେଲିଭିଜନ ଉପସ୍ଥାପକମାନେ କ’ଣ ଖୁବ୍ ଶକ୍ତିଶାଳୀ ? ମୁଁ ଜାଣିବି, ନିଶ୍ଚିତ ଭାବରେ ସେମାନେ ଏଥିପାଇଁ ଜିଜ୍ଞାସା କରୁଛନ୍ତି । ବିଶେଷକରି ଇଂରାଜୀ ଉପସ୍ଥାପକଙ୍କ ‘ଟାଇମ୍ସ ନାଉ’ର ଅର୍ଣ୍ଣବ ଗୋସ୍ୱାମୀଙ୍କ କ୍ଷେତ୍ରରେ ଏହା ସତ୍ୟ । ଏଠାରେ ଶକ୍ତିଶାଳୀ କହିବାର ଅର୍ଥ ହେଉଛି, କେଉଁଠିକୁ କେଉଁ ପ୍ରସଙ୍ଗ ଯିବ ତାହା ସେ ନିର୍ଦ୍ଧାରଣ କରିପାରିବେ, ସରକାର ଏବଂ ସାରା ଦେଶ ସେ ବିଷୟରେ ଆଲୋଚନା କରିବାକୁ ବାଧ୍ୟ ହେବେ । ମୁଁ ବିଶ୍ୱାସ କରେ ଯେ ଅନେକ ସମୟରେ ଏହା ସତ୍ୟ ହୋଇଥାଏ । ତାଙ୍କର ଦର୍ଶକ ସଂଖ୍ୟା ଅଧିକ ନ ହୋଇପାରେ, କିନ୍ତୁ ସେମାନଙ୍କ ମଧ୍ୟରେ ସମ୍ପାଦକ, ରାଜନେତା ଓ ବ୍ୟୁରୋକ୍ରାଟ୍ ରହିଛନ୍ତି, ଯେଉଁମାନେ ପରଦିନ ତାଙ୍କ କାର୍ଯ୍ୟକ୍ରମର ପ୍ରସଙ୍ଗକୁ ଆଗକୁ ନେଇଥାନ୍ତି । ଅଧିକାଂଶ ଲୋକ ଟେଲିଭିଜନ ଦେଖନ୍ତି ମନୋରଞ୍ଜନ ପାଇଁ, କିନ୍ତୁ ଖବର ଚ୍ୟାନେଲଗୁଡ଼ିକ ଜନମତ ଗଠନରେ ବଡ଼ ଭୂମିକା ନେଇଥାନ୍ତି । ଏକ ସମ୍ପାଦକ ହିସାବରେ ମୁଁ ଦେଖିଛି ଯେ ରାତି ନଅଟାର ବିତର୍କ ପରଦିନ ସକାଳର ଖବରକାଗଜର ଶୀର୍ଷକ ହୋଇଯାଏ । ଏଥିରୁ ସ୍ପଷ୍ଟ ଯେ ଉପସ୍ଥାପକଙ୍କ ପ୍ରଭାବ କେବଳ ପରଦା ମଧ୍ୟରେ ସୀମିତ ନୁହେଁ । ପ୍ରଶ୍ନ ହେଉଛି, ଏହି କ୍ଷମତା ଦାୟିତ୍ୱର ସହ ବ୍ୟବହାର ହେଉଛି କି ନାହିଁ, ଏବଂ ଦର୍ଶକମାନେ ତାହାକୁ କିପରି ଗ୍ରହଣ କରୁଛନ୍ତି । — [378, 190, 738, 340]
sudoku-cell — [1272, 1623, 1294, 1642]
sudoku-cell — [1161, 1757, 1183, 1777]
sudoku-cell — [1205, 1699, 1227, 1719]
sudoku-cell — [1272, 1853, 1294, 1873]
sudoku-cell: A — [1227, 1873, 1250, 1892]
quote-text: ସେଟିଏ ସତ୍ୟ ପ୍ରତି, ସୌନ୍ଦର୍ଯ୍ୟ ପ୍ରତି, ମଙ୍ଗଳ ପ୍ରତି ଏକ ସ୍ୱତଃସ୍ଫୂର୍ତ୍ତ ଶ୍ରଦ୍ଧା ପ୍ରକାଶ ପାଏ— ସେଠାରେ ଭଗବାନଙ୍କର କିଛି ବିଜୟ ପ୍ରକାଶିତ ହୋଇଥାଏ ବୋଲି ଭାବିବ । ...ଏହି ଅନୁଭବ ଦେଇ ସେଠାରେ ଆସେ ଆନନ୍ଦ ଏବଂ ଶାନ୍ତି । ଏହି ଆନନ୍ଦରୁହିଁ ଉତ୍ତରଣ ହୁଏ ଜୀବନର ପରମ ଶ୍ରେୟ ଦିଗକୁ । — [387, 15, 987, 39]
sudoku-cell — [1272, 1642, 1294, 1661]
cmyk-registration-top-left: C M Y K — [4, 66, 12, 102]
sudoku-cell: 0 — [1272, 1738, 1294, 1757]
author-photo-2 — [648, 1258, 750, 1380]
sudoku-answer-cell: 5 — [1277, 2087, 1289, 2099]
sudoku-answer-cell — [1337, 2087, 1349, 2099]
sudoku-cell: 0 — [1249, 1796, 1272, 1815]
sudoku-cell — [1272, 1873, 1294, 1892]
sudoku-answer-cell: 1 — [1277, 2003, 1289, 2015]
sudoku-cell: 6 — [1294, 1757, 1316, 1777]
sudoku-answer-cell — [1313, 1991, 1325, 2003]
sudoku-answer-cell: E — [1325, 2087, 1337, 2099]
chirantani-title: ଚିରନ୍ତନୀ — [41, 9, 358, 48]
sudoku-answer-cell — [1277, 1991, 1289, 2003]
sudoku-answer-cell — [1277, 2075, 1289, 2087]
sudoku-answer-cell: 6 — [1277, 1931, 1289, 1943]
sudoku-answer-cell — [1361, 1931, 1373, 1943]
sudoku-answer-cell — [1349, 1967, 1361, 1979]
sudoku-cell: 2 — [1316, 1719, 1339, 1738]
sudoku-cell: C — [1205, 1661, 1227, 1680]
sudoku-cell — [1161, 1796, 1183, 1815]
sudoku-answer-cell — [1277, 1943, 1289, 1955]
sudoku-answer-cell: B — [1337, 1979, 1349, 1991]
